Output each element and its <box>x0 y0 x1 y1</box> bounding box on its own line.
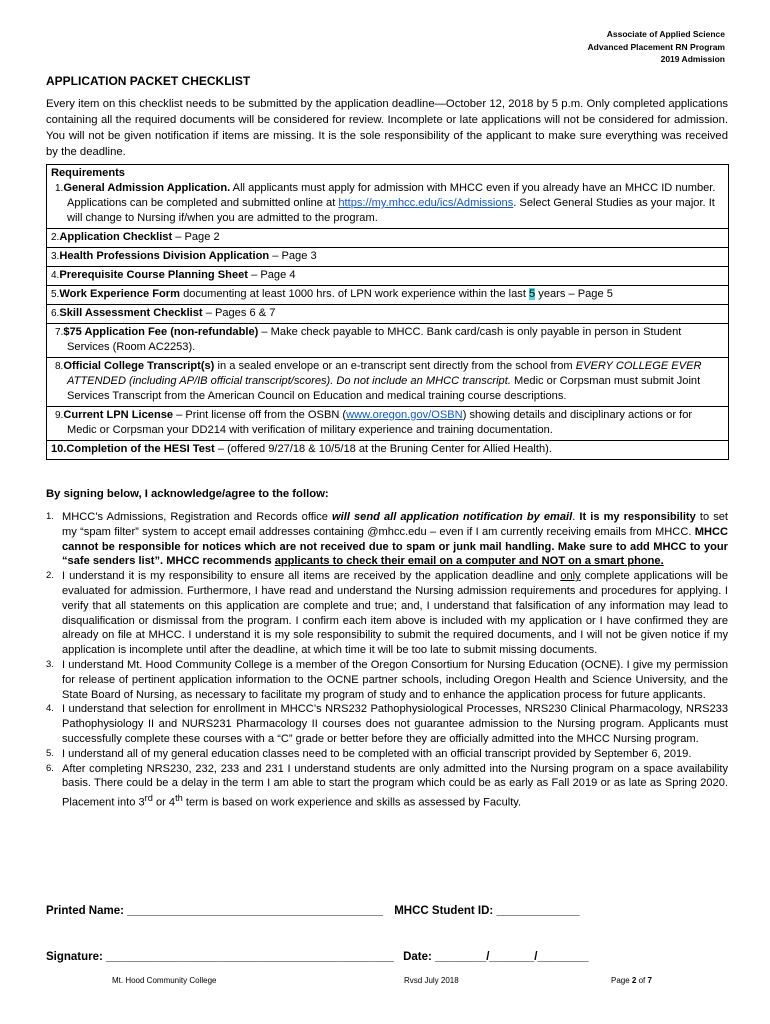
item-number: 4. <box>46 703 54 715</box>
ack-text: I understand all of my general education classes need to be completed with an official transcript provided by September 6, 2019. <box>62 747 692 760</box>
ack-text: I understand that selection for enrollment in MHCC’s NRS232 Pathophysiological Processes, NRS230 Clinical Pharmacology, NRS233 Pathophysiology II and NURS231 Pharmacology II courses does not guarantee admission to the Nursing program. Applicants must successfully complete these courses with a “C” grade or better before they are officially admitted into the MHCC Nursing program. <box>62 703 728 745</box>
footer-college: Mt. Hood Community College <box>112 976 217 985</box>
requirement-item-4 <box>47 267 729 286</box>
item-number: 1. <box>46 511 54 522</box>
item-number: 5. <box>46 747 54 759</box>
item-number: 3. <box>51 251 60 262</box>
item-wrap <box>51 325 724 355</box>
item-italic-note: EVERY COLLEGE EVER ATTENDED (including AP/IB official transcript/scores). Do not include an MHCC transcript. <box>67 360 702 387</box>
ack-emphasis: will send all application notification by email <box>332 511 573 523</box>
requirement-item-8 <box>47 358 729 407</box>
page-prefix: Page <box>611 976 632 985</box>
admissions-link[interactable]: https://my.mhcc.edu/ics/Admissions <box>338 197 514 209</box>
ack-underline: only <box>560 570 581 583</box>
item-text: in a sealed envelope or an e-transcript sent directly from the school from <box>214 360 576 372</box>
item-text-continued: . Select General Studies as your major. It will change to Nursing if/when you are admitted to the program. <box>67 197 715 224</box>
ack-text: or 4 <box>152 796 176 809</box>
requirements-table <box>46 164 729 460</box>
ack-text: complete applications will be evaluated for admission. Furthermore, I have read and understand the Nursing admission requirements and procedures for applying. I verify that all statements on this application are complete and true; and, I understand that falsification of any information may lead to disqualification or dismissal from the program. I confirm each item above is included with my application or I have confirmed they are already on file at MHCC. I understand it is my sole responsibility to submit the required documents, and I will not be given notice if my application is incomplete until after the deadline, at which time it will be too late to submit missing documents. <box>62 570 729 657</box>
item-number: 9. <box>55 410 64 421</box>
item-title: Current LPN License <box>63 409 174 421</box>
date-label: Date: <box>403 951 432 963</box>
item-title: General Admission Application. <box>63 182 231 194</box>
item-number: 2. <box>51 232 60 243</box>
acknowledgement-heading: By signing below, I acknowledge/agree to the follow: <box>46 488 329 500</box>
footer-page-number <box>611 976 652 985</box>
item-number: 10. <box>51 443 67 455</box>
ordinal-suffix: rd <box>144 793 153 804</box>
intro-paragraph: Every item on this checklist needs to be submitted by the application deadline—October 12, 2018 by 5 p.m. Only completed applications containing all the required documents will be considered for review. Incomplete or late applications will not be considered for admission. You will not be given notification if items are missing. It is the sole responsibility of the applicant to make sure everything was received by the deadline. <box>46 98 728 158</box>
item-title: $75 Application Fee (non-refundable) <box>63 326 259 338</box>
acknowledgement-item-4 <box>46 702 728 746</box>
requirement-item-2 <box>47 229 729 248</box>
requirement-item-9 <box>47 407 729 441</box>
printed-name-label: Printed Name: <box>46 905 124 917</box>
page-mid: of <box>636 976 648 985</box>
item-title: Official College Transcript(s) <box>63 360 215 372</box>
signature-row <box>46 951 728 963</box>
item-title: Health Professions Division Application <box>59 250 270 262</box>
item-number: 2. <box>46 570 54 582</box>
item-number: 6. <box>51 308 60 319</box>
ack-text: to set my “spam filter” system to accept email addresses containing @mhcc.edu – even if I am currently receiving emails from MHCC. <box>62 511 728 538</box>
requirement-item-6 <box>47 305 729 324</box>
requirement-item-10 <box>47 441 729 460</box>
item-number: 7. <box>55 327 64 338</box>
acknowledgement-item-2 <box>46 569 728 658</box>
footer-revision: Rvsd July 2018 <box>404 976 459 985</box>
acknowledgement-item-6 <box>46 762 728 811</box>
item-text-continued: Medic or Corpsman must submit Joint Services Transcript from the American Council on Education and medical training course descriptions. <box>67 375 701 402</box>
date-field[interactable]: ________/_______/________ <box>435 951 589 963</box>
requirement-item-1 <box>51 181 724 226</box>
header-line-degree: Associate of Applied Science <box>606 29 725 39</box>
item-wrap <box>51 359 724 404</box>
page-total: 7 <box>647 976 652 985</box>
item-title: Work Experience Form <box>59 288 180 300</box>
signature-field[interactable]: _____________________________________________ <box>106 951 394 963</box>
ack-text: I understand it is my responsibility to ensure all items are received by the application deadline and <box>62 570 561 583</box>
requirement-item-3 <box>47 248 729 267</box>
requirements-heading: Requirements <box>51 167 125 179</box>
ack-bold-underline: applicants to check their email on a computer and NOT on a smart phone. <box>274 555 664 568</box>
item-text-continued: ) showing details and disciplinary actions or for Medic or Corpsman your DD214 with verification of military experience and training documentation. <box>67 409 693 436</box>
item-number: 3. <box>46 658 54 670</box>
item-number: 8. <box>55 361 64 372</box>
item-wrap <box>51 408 724 438</box>
student-id-label: MHCC Student ID: <box>394 905 494 917</box>
requirements-cell <box>47 165 729 229</box>
item-number: 5. <box>51 289 60 300</box>
item-title: Skill Assessment Checklist <box>59 307 203 319</box>
item-text: – Page 4 <box>248 269 296 281</box>
item-text: – Page 3 <box>269 250 317 262</box>
item-title: Completion of the HESI Test <box>66 443 215 455</box>
header-line-program: Advanced Placement RN Program <box>587 41 725 52</box>
ack-text: I understand Mt. Hood Community College is a member of the Oregon Consortium for Nursing Education (OCNE). I give my permission for release of pertinent application information to the OCNE partner schools, including Oregon Health and Science University, and the State Board of Nursing, as necessary to facilitate my program of study and to enhance the application process for future applicants. <box>62 658 728 701</box>
item-text: – Pages 6 & 7 <box>202 307 276 319</box>
item-title: Application Checklist <box>59 231 173 243</box>
item-text: – Page 2 <box>172 231 220 243</box>
item-text-continued: years – Page 5 <box>535 288 613 300</box>
item-text: – (offered 9/27/18 & 10/5/18 at the Bruning Center for Allied Health). <box>214 443 552 455</box>
item-text: – Print license off from the OSBN ( <box>173 409 347 421</box>
highlighted-years: 5 <box>529 288 536 300</box>
page-title: APPLICATION PACKET CHECKLIST <box>46 74 251 88</box>
item-number: 6. <box>46 762 54 774</box>
item-title: Prerequisite Course Planning Sheet <box>59 269 248 281</box>
ack-text: term is based on work experience and skills as assessed by Faculty. <box>182 796 522 809</box>
item-text: All applicants must apply for admission with MHCC even if you already have an MHCC ID number. Applications can be completed and submitted online at <box>67 182 716 209</box>
acknowledgement-item-3 <box>46 658 728 702</box>
requirement-item-5 <box>47 286 729 305</box>
header-line-admission: 2019 Admission <box>660 54 725 64</box>
program-header <box>588 28 725 66</box>
acknowledgement-item-5 <box>46 747 728 762</box>
acknowledgement-list <box>46 510 728 811</box>
ack-bold: It is my responsibility <box>579 511 696 523</box>
printed-name-field[interactable]: ________________________________________ <box>127 905 384 917</box>
ordinal-suffix: th <box>175 793 183 804</box>
ack-text: . <box>572 511 580 523</box>
item-number: 1. <box>55 183 64 194</box>
page-current: 2 <box>631 976 637 985</box>
student-id-field[interactable]: _____________ <box>496 905 580 917</box>
item-number: 4. <box>51 270 60 281</box>
osbn-link[interactable]: www.oregon.gov/OSBN <box>346 409 463 421</box>
requirement-item-7 <box>47 324 729 358</box>
acknowledgement-item-1 <box>46 510 728 569</box>
item-text: documenting at least 1000 hrs. of LPN work experience within the last <box>179 288 530 300</box>
item-text: – Make check payable to MHCC. Bank card/cash is only payable in person in Student Services (Room AC2253). <box>67 326 682 353</box>
ack-bold: MHCC cannot be responsible for notices which are not received due to spam or junk mail handling. Make sure to add MHCC to your “safe senders list”. MHCC recommends <box>62 525 728 568</box>
signature-label: Signature: <box>46 951 103 963</box>
ack-text: After completing NRS230, 232, 233 and 231 I understand students are only admitted into the Nursing program on a space availability basis. There could be a delay in the term I am able to start the program which could be as early as Fall 2019 or as late as Spring 2020. Placement into 3 <box>62 762 728 809</box>
printed-name-row <box>46 905 728 917</box>
ack-text: MHCC’s Admissions, Registration and Records office <box>62 511 333 523</box>
